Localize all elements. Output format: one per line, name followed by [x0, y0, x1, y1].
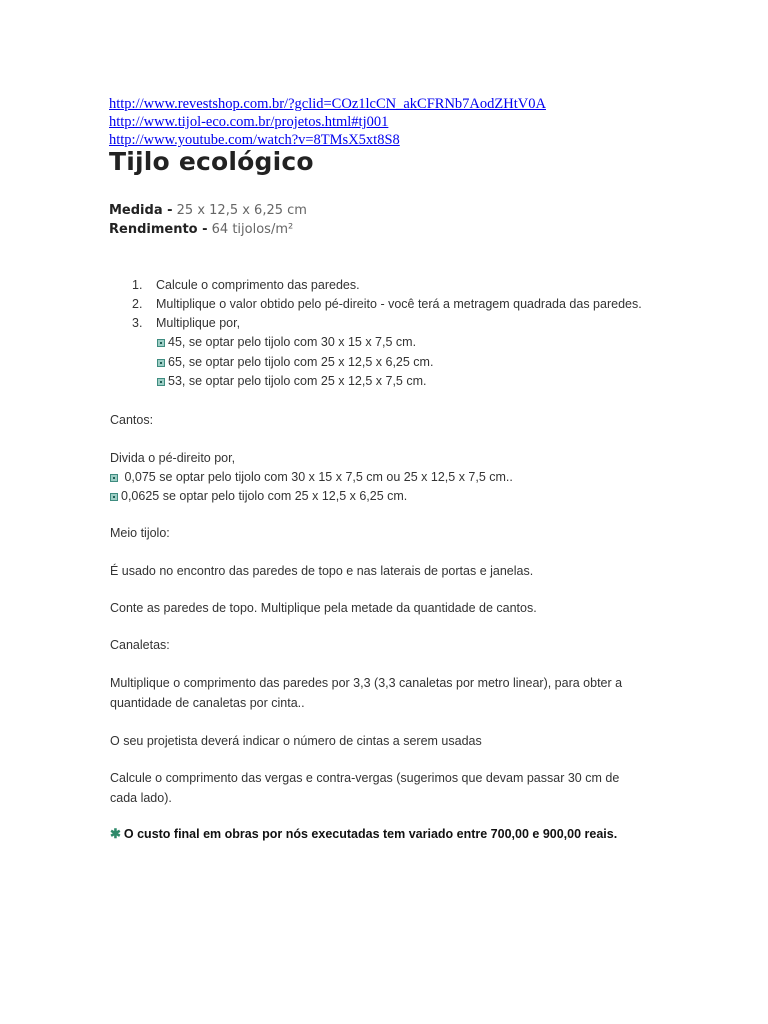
link-youtube[interactable]: http://www.youtube.com/watch?v=8TMsX5xt8S8 [109, 132, 400, 148]
list-item: Multiplique por, [156, 316, 241, 330]
bullet-icon [157, 378, 165, 386]
cantos-item: 0,075 se optar pelo tijolo com 30 x 15 x 7,5 cm ou 25 x 12,5 x 7,5 cm.. [110, 468, 513, 488]
page-title: Tijlo ecológico [109, 147, 314, 176]
rendimento-value: 64 tijolos/m² [207, 222, 294, 237]
canaletas-line1a: Multiplique o comprimento das paredes por 3,3 (3,3 canaletas por metro linear), para obter a [110, 676, 623, 690]
link-revestshop[interactable]: http://www.revestshop.com.br/?gclid=COz1lcCN_akCFRNb7AodZHtV0A [109, 96, 546, 112]
canaletas-line1b: quantidade de canaletas por cinta.. [110, 696, 305, 710]
sub-list-item: 45, se optar pelo tijolo com 30 x 15 x 7,5 cm. [157, 335, 416, 349]
bullet-icon [110, 493, 118, 501]
final-note: ✱ O custo final em obras por nós executadas tem variado entre 700,00 e 900,00 reais. [110, 826, 618, 841]
meio-line1: É usado no encontro das paredes de topo e nas laterais de portas e janelas. [110, 564, 534, 578]
list-item: Calcule o comprimento das paredes. [156, 278, 360, 292]
medida-label: Medida - [109, 203, 173, 218]
list-number: 3. [132, 316, 143, 330]
link-tijol-eco[interactable]: http://www.tijol-eco.com.br/projetos.html#tj001 [109, 114, 389, 130]
star-icon: ✱ [110, 826, 121, 841]
bullet-icon [157, 339, 165, 347]
sub-list-item: 53, se optar pelo tijolo com 25 x 12,5 x 7,5 cm. [157, 374, 426, 388]
medida-value: 25 x 12,5 x 6,25 cm [172, 203, 307, 218]
cantos-item: 0,0625 se optar pelo tijolo com 25 x 12,5 x 6,25 cm. [110, 487, 407, 507]
canaletas-heading: Canaletas: [110, 638, 170, 652]
sub-list-item: 65, se optar pelo tijolo com 25 x 12,5 x 6,25 cm. [157, 355, 433, 369]
cantos-intro: Divida o pé-direito por, [110, 451, 236, 465]
canaletas-line3b: cada lado). [110, 791, 172, 805]
canaletas-line2: O seu projetista deverá indicar o número de cintas a serem usadas [110, 734, 482, 748]
cantos-heading: Cantos: [110, 413, 154, 427]
list-item: Multiplique o valor obtido pelo pé-direito - você terá a metragem quadrada das paredes. [156, 297, 642, 311]
meio-heading: Meio tijolo: [110, 526, 170, 540]
link-list [109, 95, 546, 149]
canaletas-line3a: Calcule o comprimento das vergas e contra-vergas (sugerimos que devam passar 30 cm de [110, 771, 620, 785]
spec-medida [109, 203, 307, 218]
rendimento-label: Rendimento - [109, 222, 208, 237]
meio-line2: Conte as paredes de topo. Multiplique pela metade da quantidade de cantos. [110, 601, 537, 615]
list-number: 2. [132, 297, 143, 311]
bullet-icon [157, 359, 165, 367]
bullet-icon [110, 474, 118, 482]
list-number: 1. [132, 278, 143, 292]
spec-rendimento [109, 222, 293, 237]
